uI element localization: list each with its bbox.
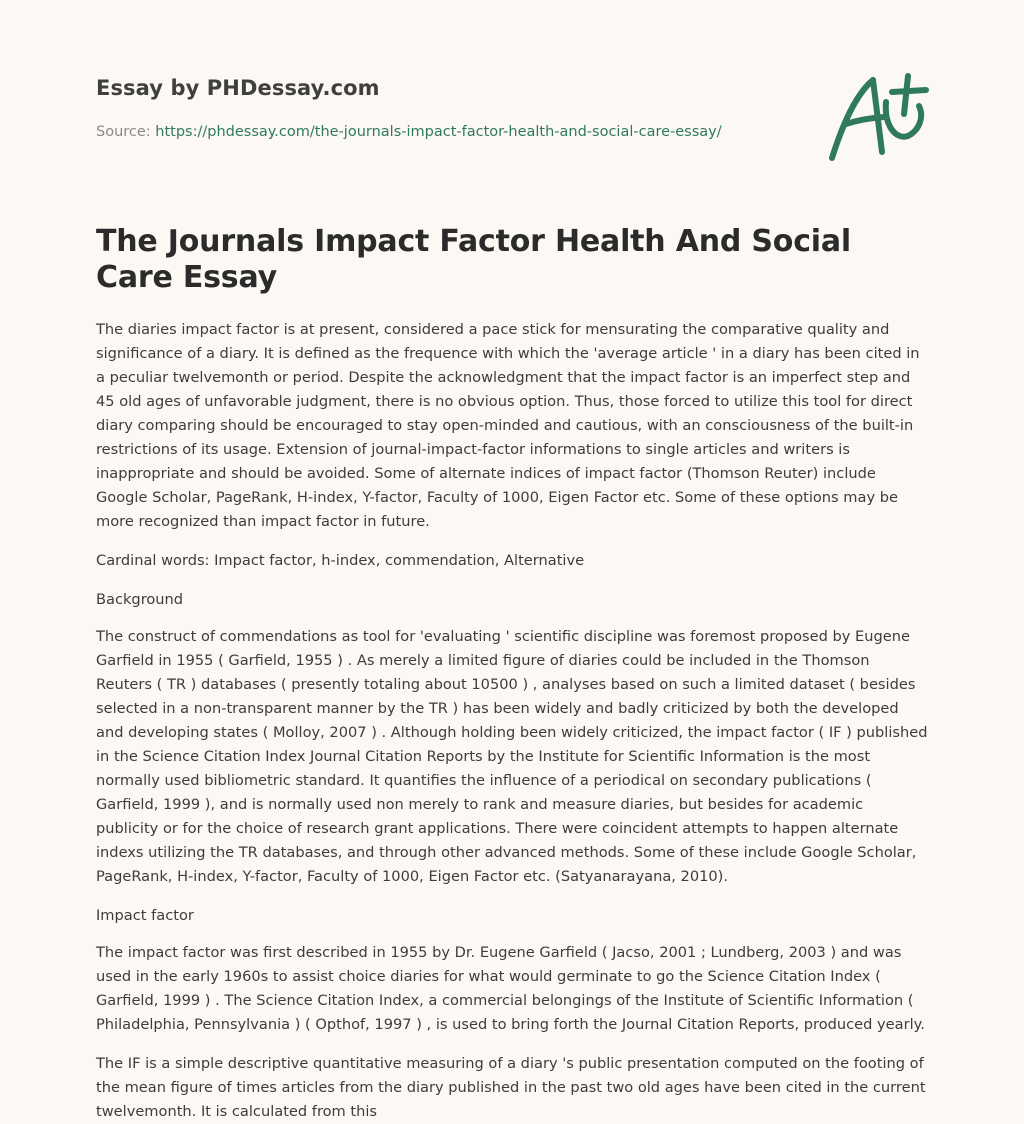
a-plus-logo-icon — [826, 64, 930, 164]
section-heading-background: Background — [96, 591, 184, 608]
essay-body — [96, 318, 928, 1124]
background-paragraph: The construct of commendations as tool for 'evaluating ' scientific discipline was foremost proposed by Eugene Garfield in 1955 ( Garfield, 1955 ) . As merely a limited figure of diaries could be included in the Thomson Reuters ( TR ) databases ( presently totaling about 10500 ) , analyses based on such a limited dataset ( besides selected in a non-transparent manner by the TR ) has been widely and badly criticized by both the developed and developing states ( Molloy, 2007 ) . Although holding been widely criticized, the impact factor ( IF ) published in the Science Citation Index Journal Citation Reports by the Institute for Scientific Information is the most normally used bibliometric standard. It quantifies the influence of a periodical on secondary publications ( Garfield, 1999 ), and is normally used non merely to rank and measure diaries, but besides for academic publicity or for the choice of research grant applications. There were coincident attempts to happen alternate indexs utilizing the TR databases, and through other advanced methods. Some of these include Google Scholar, PageRank, H-index, Y-factor, Faculty of 1000, Eigen Factor etc. (Satyanarayana, 2010). — [96, 628, 928, 885]
keywords-paragraph: Cardinal words: Impact factor, h-index, commendation, Alternative — [96, 552, 585, 569]
section-heading-impact-factor: Impact factor — [96, 907, 194, 924]
site-brand: Essay by PHDessay.com — [96, 76, 380, 100]
if-definition-paragraph: The IF is a simple descriptive quantitative measuring of a diary 's public presentation computed on the footing of the mean figure of times articles from the diary published in the past two old ages have been cited in the current twelvemonth. It is calculated from this — [96, 1055, 926, 1120]
source-line — [96, 124, 722, 140]
impact-factor-paragraph: The impact factor was first described in 1955 by Dr. Eugene Garfield ( Jacso, 2001 ; Lundberg, 2003 ) and was used in the early 1960s to assist choice diaries for what would germinate to go the Science Citation Index ( Garfield, 1999 ) . The Science Citation Index, a commercial belongings of the Institute of Scientific Information ( Philadelphia, Pennsylvania ) ( Opthof, 1997 ) , is used to bring forth the Journal Citation Reports, produced yearly. — [96, 944, 925, 1033]
source-label: Source: — [96, 124, 156, 140]
essay-title: The Journals Impact Factor Health And Social Care Essay — [96, 224, 852, 295]
page-header — [96, 0, 928, 172]
source-link[interactable]: https://phdessay.com/the-journals-impact-factor-health-and-social-care-essay/ — [155, 124, 722, 140]
abstract-paragraph: The diaries impact factor is at present, considered a pace stick for mensurating the comparative quality and significance of a diary. It is defined as the frequence with which the 'average article ' in a diary has been cited in a peculiar twelvemonth or period. Despite the acknowledgment that the impact factor is an imperfect step and 45 old ages of unfavorable judgment, there is no obvious option. Thus, those forced to utilize this tool for direct diary comparing should be encouraged to stay open-minded and cautious, with an consciousness of the built-in restrictions of its usage. Extension of journal-impact-factor informations to single articles and writers is inappropriate and should be avoided. Some of alternate indices of impact factor (Thomson Reuter) include Google Scholar, PageRank, H-index, Y-factor, Faculty of 1000, Eigen Factor etc. Some of these options may be more recognized than impact factor in future. — [96, 321, 920, 530]
